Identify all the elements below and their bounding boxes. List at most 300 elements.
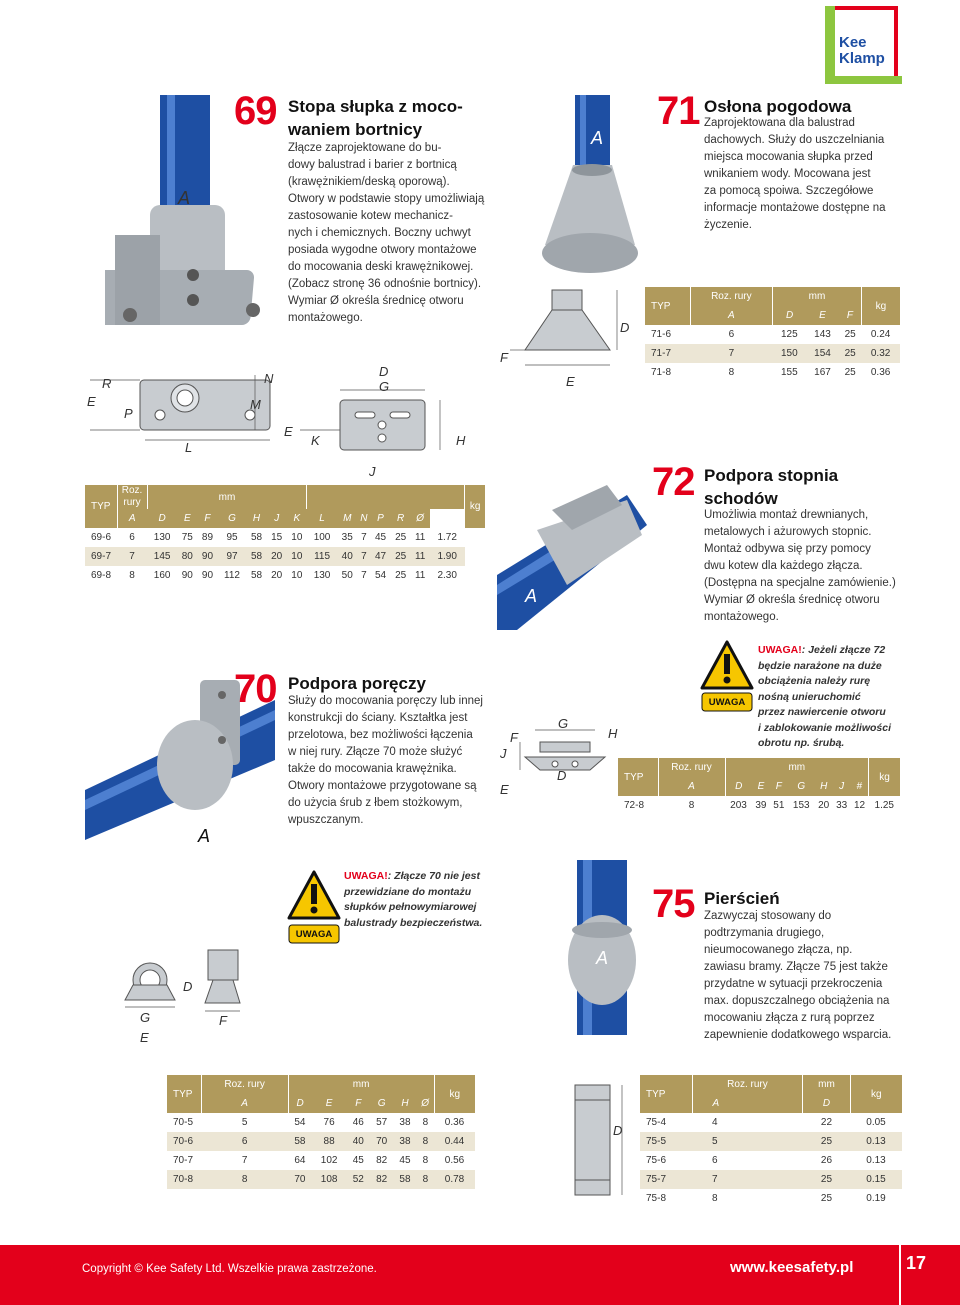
th-sub: F xyxy=(839,306,861,325)
product-72-photo xyxy=(497,475,647,630)
cell: 26 xyxy=(803,1151,850,1170)
cell: 102 xyxy=(312,1151,347,1170)
desc-line: metalowych i ażurowych stopnic. xyxy=(704,526,872,538)
cell: 90 xyxy=(197,566,217,585)
cell: 0.44 xyxy=(434,1132,475,1151)
cell: 8 xyxy=(658,796,725,815)
cell: 1.72 xyxy=(430,528,465,547)
warn-line: przewidziane do montażu xyxy=(344,885,472,898)
th-sub: A xyxy=(117,509,147,528)
table-row xyxy=(167,1170,475,1189)
table-row xyxy=(167,1151,475,1170)
cell: 154 xyxy=(806,344,839,363)
dim-label-F: F xyxy=(219,1013,227,1028)
desc-line: dachowych. Służy do uszczelniania xyxy=(704,134,885,146)
section-70-drawing xyxy=(105,945,255,1030)
cell: 69-7 xyxy=(85,547,117,566)
dim-label-E: E xyxy=(87,394,96,409)
cell: 7 xyxy=(201,1151,288,1170)
th-kg: kg xyxy=(850,1075,902,1113)
cell: 160 xyxy=(147,566,177,585)
cell: 52 xyxy=(347,1170,370,1189)
cell: 54 xyxy=(288,1113,311,1132)
cell: 0.05 xyxy=(850,1113,902,1132)
cell: 25 xyxy=(803,1132,850,1151)
cell: 8 xyxy=(417,1170,434,1189)
desc-line: Otwory w podstawie stopy umożliwiają xyxy=(288,193,485,205)
table-row xyxy=(640,1170,902,1189)
cell: 75-5 xyxy=(640,1132,692,1151)
cell: 35 xyxy=(337,528,357,547)
section-71-title: Osłona pogodowa xyxy=(704,97,852,116)
product-69-photo-label: A xyxy=(178,188,191,208)
cell: 100 xyxy=(307,528,337,547)
section-70-title: Podpora poręczy xyxy=(288,674,426,693)
th-sub: J xyxy=(267,509,287,528)
th-sub: G xyxy=(788,777,815,796)
warning-70-text xyxy=(344,869,504,931)
cell: 8 xyxy=(201,1170,288,1189)
th-sub: A xyxy=(658,777,725,796)
desc-line: informacje montażowe dostępne na xyxy=(704,202,886,214)
desc-line: Wymiar Ø określa średnicę otworu xyxy=(288,295,464,307)
cell: 58 xyxy=(246,566,266,585)
cell: 75-7 xyxy=(640,1170,692,1189)
footer-divider xyxy=(899,1245,901,1305)
cell: 6 xyxy=(690,325,773,344)
th-sub: R xyxy=(391,509,411,528)
dim-label-N: N xyxy=(264,371,274,386)
section-72-description xyxy=(704,507,896,626)
desc-line: do mocowania deski krawężnikowej. xyxy=(288,261,474,273)
warning-sign-label: UWAGA xyxy=(295,929,333,940)
warn-line-text: : Złącze 70 nie jest xyxy=(387,870,480,882)
desc-line: podtrzymania drugiego, xyxy=(704,927,825,939)
cell: 69-8 xyxy=(85,566,117,585)
desc-line: życzenie. xyxy=(704,219,752,231)
th-sub: D xyxy=(773,306,806,325)
dim-label-E: E xyxy=(566,374,575,389)
table-72 xyxy=(618,758,900,815)
cell: 75-6 xyxy=(640,1151,692,1170)
product-71-photo-label: A xyxy=(591,128,604,148)
desc-line: (Dostępna na specjalne zamówienie.) xyxy=(704,577,896,589)
cell: 25 xyxy=(391,566,411,585)
cell: 0.15 xyxy=(850,1170,902,1189)
th-roz-line: Roz. xyxy=(121,485,143,496)
cell: 0.56 xyxy=(434,1151,475,1170)
dim-label-E: E xyxy=(500,782,509,797)
cell: 2.30 xyxy=(430,566,465,585)
warning-72-text xyxy=(758,643,908,752)
footer-website-link[interactable]: www.keesafety.pl xyxy=(730,1259,854,1276)
warn-line: słupków pełnowymiarowej xyxy=(344,901,477,913)
th-typ: TYP xyxy=(85,485,117,528)
cell: 7 xyxy=(692,1170,803,1189)
dim-label-G: G xyxy=(140,1010,151,1025)
dim-label-D: D xyxy=(379,364,389,379)
cell: 130 xyxy=(147,528,177,547)
cell: 5 xyxy=(692,1132,803,1151)
section-72-title-line: schodów xyxy=(704,489,778,508)
cell: 12 xyxy=(851,796,869,815)
section-69-title-line: waniem bortnicy xyxy=(288,120,423,139)
desc-line: Montaż odbywa się przy pomocy xyxy=(704,543,871,555)
cell: 6 xyxy=(201,1132,288,1151)
table-71 xyxy=(645,287,900,382)
table-row xyxy=(85,566,485,585)
th-sub: D xyxy=(147,509,177,528)
cell: 45 xyxy=(347,1151,370,1170)
th-sub: A xyxy=(201,1094,288,1113)
cell: 88 xyxy=(312,1132,347,1151)
desc-line: także do mocowania krawężnika. xyxy=(288,763,457,775)
cell: 71-8 xyxy=(645,363,690,382)
th-sub: D xyxy=(803,1094,850,1113)
desc-line: zapewnienie dodatkowego wsparcia. xyxy=(704,1029,892,1041)
table-70 xyxy=(167,1075,475,1189)
cell: 0.36 xyxy=(861,363,900,382)
th-sub: E xyxy=(806,306,839,325)
footer-copyright: Copyright © Kee Safety Ltd. Wszelkie prawa zastrzeżone. xyxy=(82,1263,377,1275)
cell: 70 xyxy=(288,1170,311,1189)
th-sub: H xyxy=(815,777,833,796)
desc-line: (krawężnikiem/deską oporową). xyxy=(288,176,450,188)
section-70-number: 70 xyxy=(234,667,277,711)
cell: 70-5 xyxy=(167,1113,201,1132)
th-sub: G xyxy=(218,509,247,528)
cell: 70-8 xyxy=(167,1170,201,1189)
cell: 150 xyxy=(773,344,806,363)
th-typ: TYP xyxy=(640,1075,692,1113)
cell: 25 xyxy=(803,1189,850,1208)
cell: 130 xyxy=(307,566,337,585)
warn-line: obrotu np. śrubą. xyxy=(758,737,845,749)
cell: 4 xyxy=(692,1113,803,1132)
cell: 115 xyxy=(307,547,337,566)
th-sub: E xyxy=(312,1094,347,1113)
dim-label-H: H xyxy=(456,433,466,448)
cell: 58 xyxy=(246,547,266,566)
cell: 145 xyxy=(147,547,177,566)
cell: 7 xyxy=(357,547,370,566)
th-mm: mm xyxy=(725,758,869,777)
th-sub: M xyxy=(337,509,357,528)
warning-sign-label: UWAGA xyxy=(708,697,746,708)
table-row xyxy=(640,1189,902,1208)
cell: 8 xyxy=(117,566,147,585)
cell: 0.32 xyxy=(861,344,900,363)
section-75-drawing xyxy=(570,1075,630,1205)
logo-text-klamp: Klamp xyxy=(839,50,885,67)
cell: 33 xyxy=(833,796,851,815)
cell: 20 xyxy=(267,566,287,585)
warn-line: będzie narażone na duże xyxy=(758,659,882,672)
cell: 45 xyxy=(393,1151,416,1170)
cell: 25 xyxy=(803,1170,850,1189)
cell: 45 xyxy=(370,528,390,547)
cell: 11 xyxy=(411,547,430,566)
th-mm: mm xyxy=(147,485,307,509)
cell: 11 xyxy=(411,528,430,547)
cell: 143 xyxy=(806,325,839,344)
cell: 50 xyxy=(337,566,357,585)
th-sub: D xyxy=(725,777,752,796)
cell: 54 xyxy=(370,566,390,585)
section-72-drawing xyxy=(500,712,610,792)
cell: 95 xyxy=(218,528,247,547)
cell: 70-6 xyxy=(167,1132,201,1151)
cell: 7 xyxy=(357,528,370,547)
desc-line: za pomocą spoiwa. Szczegółowe xyxy=(704,185,874,197)
th-sub: A xyxy=(692,1094,803,1113)
cell: 5 xyxy=(201,1113,288,1132)
th-mm: mm xyxy=(803,1075,850,1094)
cell: 40 xyxy=(337,547,357,566)
warn-line: obciążenia należy rurę xyxy=(758,675,871,687)
desc-line: Umożliwia montaż drewnianych, xyxy=(704,509,869,521)
cell: 6 xyxy=(692,1151,803,1170)
cell: 25 xyxy=(391,547,411,566)
desc-line: Wymiar Ø określa średnicę otworu xyxy=(704,594,880,606)
th-sub: F xyxy=(347,1094,370,1113)
cell: 8 xyxy=(417,1132,434,1151)
th-sub: A xyxy=(690,306,773,325)
cell: 0.24 xyxy=(861,325,900,344)
cell: 7 xyxy=(357,566,370,585)
cell: 25 xyxy=(839,363,861,382)
table-75 xyxy=(640,1075,902,1208)
cell: 82 xyxy=(370,1170,393,1189)
cell: 10 xyxy=(287,528,307,547)
table-row xyxy=(645,325,900,344)
cell: 8 xyxy=(417,1151,434,1170)
th-sub: E xyxy=(177,509,197,528)
table-row xyxy=(640,1132,902,1151)
dim-label-R: R xyxy=(102,376,112,391)
th-roz: Roz. rury xyxy=(692,1075,803,1094)
section-70-description xyxy=(288,693,483,829)
desc-line: w niej rury. Złącze 70 może służyć xyxy=(288,746,463,758)
th-typ: TYP xyxy=(167,1075,201,1113)
cell: 75-4 xyxy=(640,1113,692,1132)
desc-line: wpuszczanym. xyxy=(288,814,364,826)
cell: 203 xyxy=(725,796,752,815)
cell: 0.78 xyxy=(434,1170,475,1189)
dim-label-F: F xyxy=(510,730,518,745)
th-sub: # xyxy=(851,777,869,796)
section-75-title: Pierścień xyxy=(704,889,780,908)
cell: 90 xyxy=(197,547,217,566)
warn-label: UWAGA! xyxy=(758,644,802,656)
dim-label-D: D xyxy=(557,768,567,783)
section-75-description xyxy=(704,908,891,1044)
table-69 xyxy=(85,485,485,585)
th-sub: F xyxy=(197,509,217,528)
dim-label-F: F xyxy=(500,350,508,365)
cell: 6 xyxy=(117,528,147,547)
table-row xyxy=(167,1132,475,1151)
th-sub: J xyxy=(833,777,851,796)
section-71-description xyxy=(704,115,886,234)
cell: 57 xyxy=(370,1113,393,1132)
desc-line: zawiasu bramy. Złącze 75 jest także xyxy=(704,961,888,973)
dim-label-G: G xyxy=(379,379,390,394)
cell: 38 xyxy=(393,1113,416,1132)
dim-label-M: M xyxy=(250,397,261,412)
dim-label-E: E xyxy=(140,1030,149,1045)
cell: 71-6 xyxy=(645,325,690,344)
cell: 108 xyxy=(312,1170,347,1189)
cell: 153 xyxy=(788,796,815,815)
th-kg: kg xyxy=(861,287,900,325)
page-number: 17 xyxy=(906,1253,927,1273)
cell: 7 xyxy=(690,344,773,363)
th-sub: G xyxy=(370,1094,393,1113)
kee-klamp-logo xyxy=(825,6,898,80)
dim-label-K: K xyxy=(311,433,320,448)
desc-line: dowy balustrad i barier z bortnicą xyxy=(288,159,457,171)
section-69-number: 69 xyxy=(234,89,277,133)
cell: 10 xyxy=(287,547,307,566)
table-row xyxy=(85,528,485,547)
table-row xyxy=(645,363,900,382)
dim-label-E: E xyxy=(284,424,293,439)
desc-line: przelotowa, bez możliwości łączenia xyxy=(288,729,473,741)
cell: 1.90 xyxy=(430,547,465,566)
table-row xyxy=(645,344,900,363)
dim-label-D: D xyxy=(613,1123,623,1138)
cell: 25 xyxy=(391,528,411,547)
desc-line: nych i chemicznych. Boczny uchwyt xyxy=(288,227,471,239)
desc-line: Zaprojektowana dla balustrad xyxy=(704,117,855,129)
th-empty xyxy=(307,485,465,509)
th-kg: kg xyxy=(434,1075,475,1113)
warn-line: i zablokowanie możliwości xyxy=(758,721,892,734)
desc-line: zastosowanie kotew mechanicz- xyxy=(288,210,453,222)
cell: 70-7 xyxy=(167,1151,201,1170)
desc-line: montażowego. xyxy=(704,611,779,623)
cell: 71-7 xyxy=(645,344,690,363)
cell: 1.25 xyxy=(869,796,900,815)
th-sub: K xyxy=(287,509,307,528)
th-sub: L xyxy=(307,509,337,528)
cell: 70 xyxy=(370,1132,393,1151)
logo-text-kee: Kee xyxy=(839,34,867,51)
desc-line: max. dopuszczalnego obciążenia na xyxy=(704,995,890,1007)
cell: 89 xyxy=(197,528,217,547)
dim-label-J: J xyxy=(500,746,507,761)
cell: 46 xyxy=(347,1113,370,1132)
cell: 155 xyxy=(773,363,806,382)
desc-line: (Zobacz stronę 36 odnośnie bortnicy). xyxy=(288,278,482,290)
cell: 8 xyxy=(690,363,773,382)
cell: 25 xyxy=(839,325,861,344)
cell: 38 xyxy=(393,1132,416,1151)
cell: 75 xyxy=(177,528,197,547)
th-sub: E xyxy=(752,777,770,796)
desc-line: przydatne w sytuacji przekroczenia xyxy=(704,978,883,990)
cell: 0.13 xyxy=(850,1151,902,1170)
cell: 58 xyxy=(393,1170,416,1189)
cell: 8 xyxy=(692,1189,803,1208)
cell: 10 xyxy=(287,566,307,585)
cell: 0.13 xyxy=(850,1132,902,1151)
dim-label-D: D xyxy=(183,979,193,994)
table-row xyxy=(640,1151,902,1170)
footer-bar xyxy=(0,1245,960,1305)
cell: 51 xyxy=(770,796,788,815)
th-sub: P xyxy=(370,509,390,528)
cell: 125 xyxy=(773,325,806,344)
section-71-drawing xyxy=(505,285,630,380)
desc-line: Otwory montażowe przygotowane są xyxy=(288,780,477,792)
th-sub: H xyxy=(393,1094,416,1113)
section-72-number: 72 xyxy=(652,460,695,504)
th-roz: Roz. rury xyxy=(658,758,725,777)
dim-label-P: P xyxy=(124,406,133,421)
desc-line: montażowego. xyxy=(288,312,363,324)
cell: 69-6 xyxy=(85,528,117,547)
th-sub: H xyxy=(246,509,266,528)
dim-label-H: H xyxy=(608,726,618,741)
th-roz: Roz. rury xyxy=(201,1075,288,1094)
cell: 90 xyxy=(177,566,197,585)
section-69-drawing-side xyxy=(290,380,465,470)
cell: 76 xyxy=(312,1113,347,1132)
section-71-number: 71 xyxy=(657,89,700,133)
product-70-photo-label: A xyxy=(198,826,211,846)
section-75-number: 75 xyxy=(652,882,695,926)
section-72-title xyxy=(704,464,838,510)
warn-line: przez nawiercenie otworu xyxy=(758,706,886,718)
cell: 8 xyxy=(417,1113,434,1132)
table-row xyxy=(640,1113,902,1132)
th-sub: D xyxy=(288,1094,311,1113)
desc-line: posiada wygodne otwory montażowe xyxy=(288,244,477,256)
cell: 11 xyxy=(411,566,430,585)
desc-line: konstrukcji do ściany. Kształtka jest xyxy=(288,712,468,724)
cell: 82 xyxy=(370,1151,393,1170)
warn-label: UWAGA! xyxy=(344,870,388,882)
cell: 25 xyxy=(839,344,861,363)
cell: 167 xyxy=(806,363,839,382)
th-sub: Ø xyxy=(417,1094,434,1113)
th-roz-line: rury xyxy=(123,497,141,508)
cell: 47 xyxy=(370,547,390,566)
cell: 75-8 xyxy=(640,1189,692,1208)
warn-line: balustrady bezpieczeństwa. xyxy=(344,916,483,929)
th-sub: F xyxy=(770,777,788,796)
warn-line xyxy=(758,643,908,659)
dim-label-D: D xyxy=(620,320,630,335)
cell: 40 xyxy=(347,1132,370,1151)
th-sub: Ø xyxy=(411,509,430,528)
th-mm: mm xyxy=(773,287,862,306)
cell: 80 xyxy=(177,547,197,566)
desc-line: Zazwyczaj stosowany do xyxy=(704,910,832,922)
cell: 0.19 xyxy=(850,1189,902,1208)
desc-line: wnikaniem wody. Mocowana jest xyxy=(704,168,871,180)
cell: 58 xyxy=(288,1132,311,1151)
product-71-photo xyxy=(540,95,640,280)
desc-line: Złącze zaprojektowane do bu- xyxy=(288,142,442,154)
dim-label-G: G xyxy=(558,716,569,731)
desc-line: nieumocowanego złącza, np. xyxy=(704,944,853,956)
th-roz xyxy=(117,485,147,509)
dim-label-L: L xyxy=(185,440,193,455)
cell: 39 xyxy=(752,796,770,815)
